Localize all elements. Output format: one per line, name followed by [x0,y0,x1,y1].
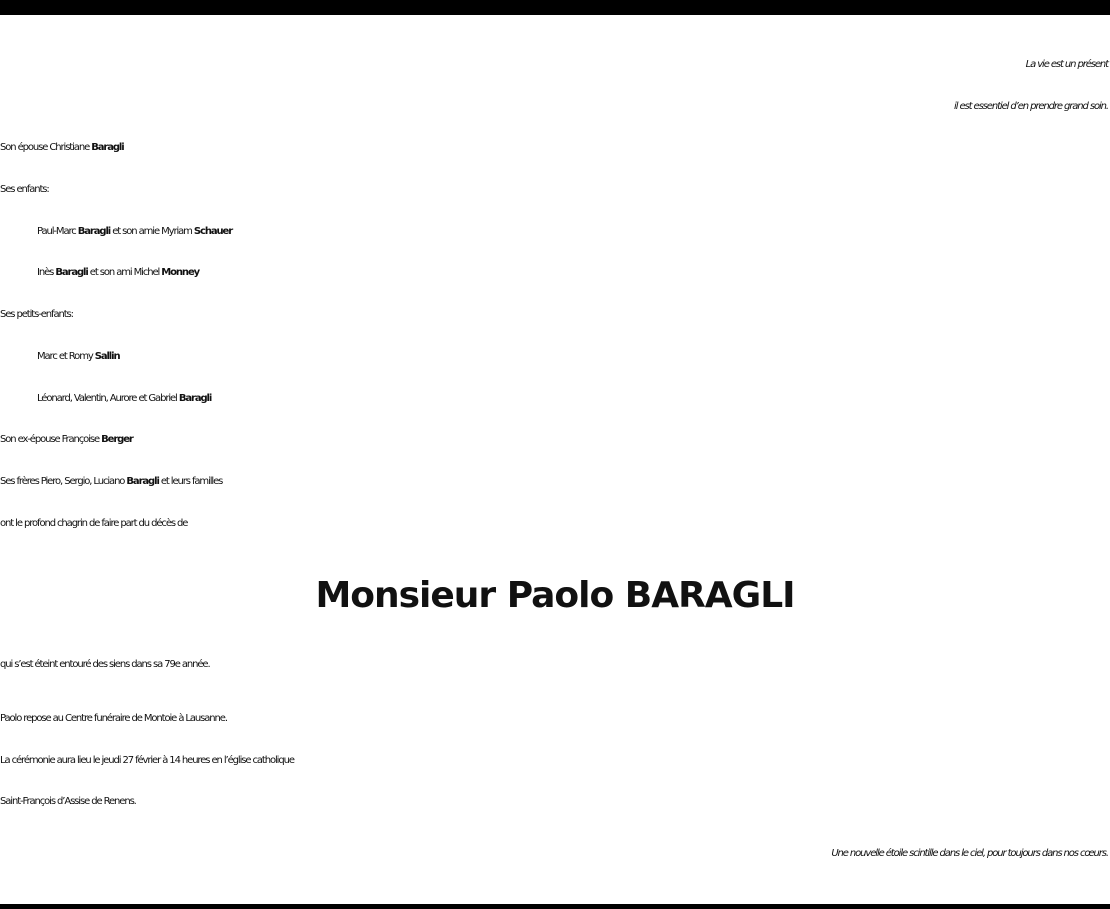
epigraph-line-2: il est essentiel d’en prendre grand soin. [954,100,1108,112]
ex-spouse-line [0,419,1110,461]
grandchildren-line-2 [0,378,1110,420]
spouse-line [0,127,1110,169]
rest-line: Paolo repose au Centre funéraire de Montoie à Lausanne. [0,712,227,724]
child1-partner-surname: Schauer [193,225,233,237]
deceased-name: Monsieur Paolo BARAGLI [315,575,795,617]
siblings-surname: Baragli [126,475,159,487]
children-heading: Ses enfants: [0,184,49,196]
child1-prefix: Paul-Marc [37,225,78,237]
announcement-line: ont le profond chagrin de faire part du décès de [0,517,188,529]
child2-prefix: Inès [37,267,56,279]
child1-mid: et son amie Myriam [110,225,194,237]
ceremony-line-1: La cérémonie aura lieu le jeudi 27 février à 14 heures en l’église catholique [0,754,294,766]
child1-surname: Baragli [77,225,111,237]
child2-mid: et son ami Michel [87,267,162,279]
child2-partner-surname: Monney [161,267,200,279]
spouse-prefix: Son épouse Christiane [0,142,92,154]
grandchildren-line-1 [0,336,1110,378]
grandchildren2-surname: Baragli [178,392,212,404]
grandchildren1-surname: Sallin [94,350,120,362]
age-line: qui s’est éteint entouré des siens dans sa 79e année. [0,659,210,671]
bottom-border-rule [0,904,1110,909]
closing-line: Une nouvelle étoile scintille dans le ciel, pour toujours dans nos cœurs. [831,848,1108,859]
siblings-prefix: Ses frères Piero, Sergio, Luciano [0,475,127,487]
top-border-rule [0,0,1110,15]
ceremony-line-2: Saint-François d’Assise de Renens. [0,796,136,808]
ex-spouse-surname: Berger [101,434,133,446]
obituary-notice [0,44,1110,875]
grandchildren2-prefix: Léonard, Valentin, Aurore et Gabriel [37,392,179,404]
epigraph-line-1: La vie est un présent [1025,59,1108,70]
siblings-line [0,461,1110,503]
siblings-suffix: et leurs familles [158,475,223,487]
child-line-1 [0,211,1110,253]
grandchildren-heading: Ses petits-enfants: [0,309,73,321]
spouse-surname: Baragli [91,142,124,154]
child-line-2 [0,252,1110,294]
grandchildren1-prefix: Marc et Romy [37,350,95,362]
child2-surname: Baragli [55,267,88,279]
ex-spouse-prefix: Son ex-épouse Françoise [0,434,102,446]
